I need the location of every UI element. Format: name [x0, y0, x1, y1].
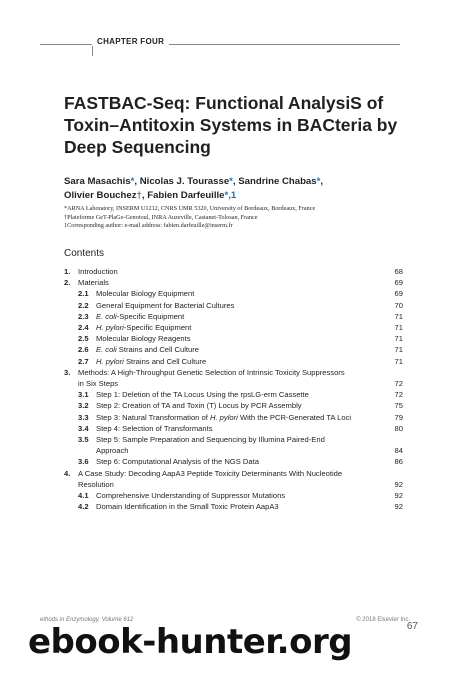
- toc-entry-title-text: Step 1: Deletion of the TA Locus Using the rpsLG-erm Cassette: [96, 390, 309, 400]
- toc-entry-number: 2.: [64, 278, 71, 288]
- toc-entry[interactable]: [64, 367, 403, 378]
- toc-entry-page: 71: [394, 334, 403, 344]
- toc-entry-title-text: Methods: A High-Throughput Genetic Selection of Intrinsic Toxicity Suppressors: [78, 367, 345, 377]
- toc-entry-title: [78, 266, 385, 277]
- toc-entry-page: 80: [394, 423, 403, 433]
- author-mark: *: [229, 176, 233, 187]
- toc-entry-number: 4.2: [78, 502, 89, 512]
- toc-entry-title-text: Step 6: Computational Analysis of the NGS Data: [96, 457, 259, 467]
- toc-entry-page: 75: [394, 401, 403, 411]
- toc-entry[interactable]: [64, 501, 403, 512]
- toc-entry-number: 1.: [64, 267, 71, 276]
- toc-entry-number: 3.6: [78, 457, 89, 467]
- toc-entry-continuation: [64, 479, 403, 490]
- toc-entry-title: [96, 412, 385, 423]
- toc-entry-title: [96, 400, 385, 411]
- toc-entry[interactable]: [64, 333, 403, 344]
- toc-entry-number: 3.5: [78, 435, 89, 445]
- toc-entry-number: 2.1: [78, 289, 89, 299]
- page-number: 67: [406, 621, 418, 632]
- toc-entry-title-continued: Approach: [96, 446, 129, 456]
- toc-entry-number: 2.6: [78, 345, 89, 355]
- toc-entry-page: 86: [394, 457, 403, 467]
- toc-entry-title-text: E. coli Strains and Cell Culture: [96, 345, 199, 355]
- toc-entry-page: 92: [394, 502, 403, 512]
- author-mark: *,1: [224, 190, 237, 201]
- toc-entry-title-text: H. pylori Strains and Cell Culture: [96, 356, 207, 366]
- author-list: [64, 175, 424, 203]
- toc-entry-title-text: Introduction: [78, 267, 118, 276]
- author-name: Olivier Bouchez: [64, 190, 137, 201]
- toc-entry-title-text: A Case Study: Decoding AapA3 Peptide Toxicity Determinants With Nucleotide: [78, 468, 343, 478]
- toc-entry[interactable]: [64, 434, 403, 445]
- author-name: Sara Masachis: [64, 176, 131, 187]
- toc-entry-title: [96, 490, 385, 501]
- author-name: Nicolas J. Tourasse: [139, 176, 230, 187]
- author-mark: *: [130, 176, 135, 187]
- toc-entry-number: 3.: [64, 367, 71, 377]
- toc-entry-title: [96, 389, 385, 400]
- watermark-logo: ebook-hunter.org: [28, 622, 353, 662]
- toc-entry-title-text: Step 3: Natural Transformation of H. pylori With the PCR-Generated TA Loci: [96, 412, 352, 422]
- toc-entry-page: 71: [394, 356, 403, 366]
- toc-entry-page: 92: [394, 479, 403, 489]
- toc-entry-number: 2.4: [78, 323, 89, 333]
- toc-entry-title-text: Step 2: Creation of TA and Toxin (T) Locus by PCR Assembly: [96, 401, 302, 411]
- toc-entry-number: 2.5: [78, 334, 89, 344]
- author-line-1: [64, 175, 424, 189]
- toc-entry-continuation: [64, 378, 403, 389]
- author-line-2: [64, 189, 424, 203]
- toc-entry[interactable]: [64, 400, 403, 411]
- author-mark: *: [316, 176, 321, 187]
- toc-entry[interactable]: [64, 311, 403, 322]
- toc-entry-title-text: Domain Identification in the Small Toxic Protein AapA3: [96, 502, 279, 512]
- toc-entry-title: [96, 356, 385, 367]
- toc-entry-title: [96, 322, 385, 333]
- affiliation-line: *ARNA Laboratory, INSERM U1212, CNRS UMR 5320, University of Bordeaux, Bordeaux, France: [64, 205, 316, 212]
- toc-entry-number: 4.: [64, 468, 71, 478]
- author-name: Sandrine Chabas: [238, 176, 317, 187]
- toc-entry-page: 71: [394, 323, 403, 333]
- toc-entry[interactable]: [64, 389, 403, 400]
- corresponding-author-line: 1Corresponding author: e-mail address: fabien.darfeuille@inserm.fr: [64, 222, 233, 230]
- toc-entry-title: [78, 468, 385, 479]
- toc-entry-title-text: Molecular Biology Reagents: [96, 334, 191, 344]
- affiliation-line: †Plateforme GeT-PlaGe-Genotoul, INRA Auzeville, Castanet-Tolosan, France: [64, 213, 258, 221]
- toc-entry-number: 4.1: [78, 491, 89, 501]
- toc-entry-number: 3.2: [78, 401, 89, 411]
- toc-entry-page: 71: [394, 345, 403, 355]
- toc-entry-number: 2.7: [78, 356, 89, 366]
- toc-entry-title-text: Step 4: Selection of Transformants: [96, 423, 213, 433]
- toc-entry-title-text: General Equipment for Bacterial Cultures: [96, 300, 235, 310]
- author-mark: †: [136, 190, 142, 201]
- footer-copyright: © 2018 Elsevier Inc.: [356, 617, 410, 623]
- toc-entry-page: 72: [394, 379, 403, 389]
- author-separator: ,: [141, 190, 148, 201]
- toc-entry[interactable]: [64, 344, 403, 355]
- toc-entry-page: 84: [394, 446, 403, 456]
- toc-entry-title-continued: Resolution: [78, 479, 114, 489]
- author-separator: ,: [320, 176, 324, 187]
- toc-entry-title-text: Materials: [78, 278, 109, 288]
- toc-entry-page: 71: [394, 311, 403, 321]
- toc-entry[interactable]: [64, 266, 403, 277]
- toc-entry-number: 3.1: [78, 390, 89, 400]
- toc-entry-title-text: E. coli-Specific Equipment: [96, 311, 185, 321]
- table-of-contents: [64, 266, 403, 512]
- footer-series: ethods in Enzymology, Volume 612: [40, 617, 134, 623]
- toc-entry[interactable]: [64, 468, 403, 479]
- toc-entry-title-text: Step 5: Sample Preparation and Sequencing by Illumina Paired-End: [96, 435, 325, 445]
- toc-entry-number: 3.3: [78, 412, 89, 422]
- toc-entry[interactable]: [64, 456, 403, 467]
- author-separator: ,: [232, 176, 239, 187]
- toc-entry-page: 69: [394, 278, 403, 288]
- contents-heading: Contents: [64, 248, 105, 259]
- toc-entry-title-text: Molecular Biology Equipment: [96, 289, 195, 299]
- toc-entry[interactable]: [64, 423, 403, 434]
- toc-entry-title: [96, 288, 385, 299]
- toc-entry[interactable]: [64, 288, 403, 299]
- toc-entry-title-continued: in Six Steps: [78, 379, 119, 389]
- toc-entry-page: 72: [394, 390, 403, 400]
- toc-entry-number: 3.4: [78, 423, 89, 433]
- toc-entry-page: 69: [394, 289, 403, 299]
- toc-entry[interactable]: [64, 300, 403, 311]
- toc-entry-page: 68: [394, 267, 403, 276]
- toc-entry-title: [96, 434, 385, 445]
- toc-entry-title: [96, 333, 385, 344]
- toc-entry-number: 2.3: [78, 311, 89, 321]
- affiliations: [64, 205, 424, 231]
- toc-entry-title: [96, 423, 385, 434]
- toc-entry[interactable]: [64, 322, 403, 333]
- toc-entry[interactable]: [64, 490, 403, 501]
- toc-entry-title: [78, 367, 385, 378]
- author-name: Fabien Darfeuille: [147, 190, 225, 201]
- toc-entry-page: 70: [394, 300, 403, 310]
- toc-entry-title: [96, 456, 385, 467]
- toc-entry-title: [96, 311, 385, 322]
- toc-entry-number: 2.2: [78, 300, 89, 310]
- toc-entry-page: 79: [394, 412, 403, 422]
- toc-entry-continuation: [64, 445, 403, 456]
- toc-entry-title: [96, 344, 385, 355]
- toc-entry[interactable]: [64, 356, 403, 367]
- toc-entry-title-text: H. pylori-Specific Equipment: [96, 323, 192, 333]
- toc-entry-title: [78, 277, 385, 288]
- toc-entry-title: [96, 300, 385, 311]
- chapter-title: FASTBAC-Seq: Functional AnalysiS of Toxin–Antitoxin Systems in BACteria by Deep Sequencing: [64, 93, 398, 157]
- toc-entry-title-text: Comprehensive Understanding of Suppressor Mutations: [96, 491, 286, 501]
- toc-entry[interactable]: [64, 412, 403, 423]
- author-separator: ,: [134, 176, 140, 187]
- toc-entry[interactable]: [64, 277, 403, 288]
- toc-entry-page: 92: [394, 491, 403, 501]
- chapter-label: CHAPTER FOUR: [92, 37, 169, 46]
- toc-entry-title: [96, 501, 385, 512]
